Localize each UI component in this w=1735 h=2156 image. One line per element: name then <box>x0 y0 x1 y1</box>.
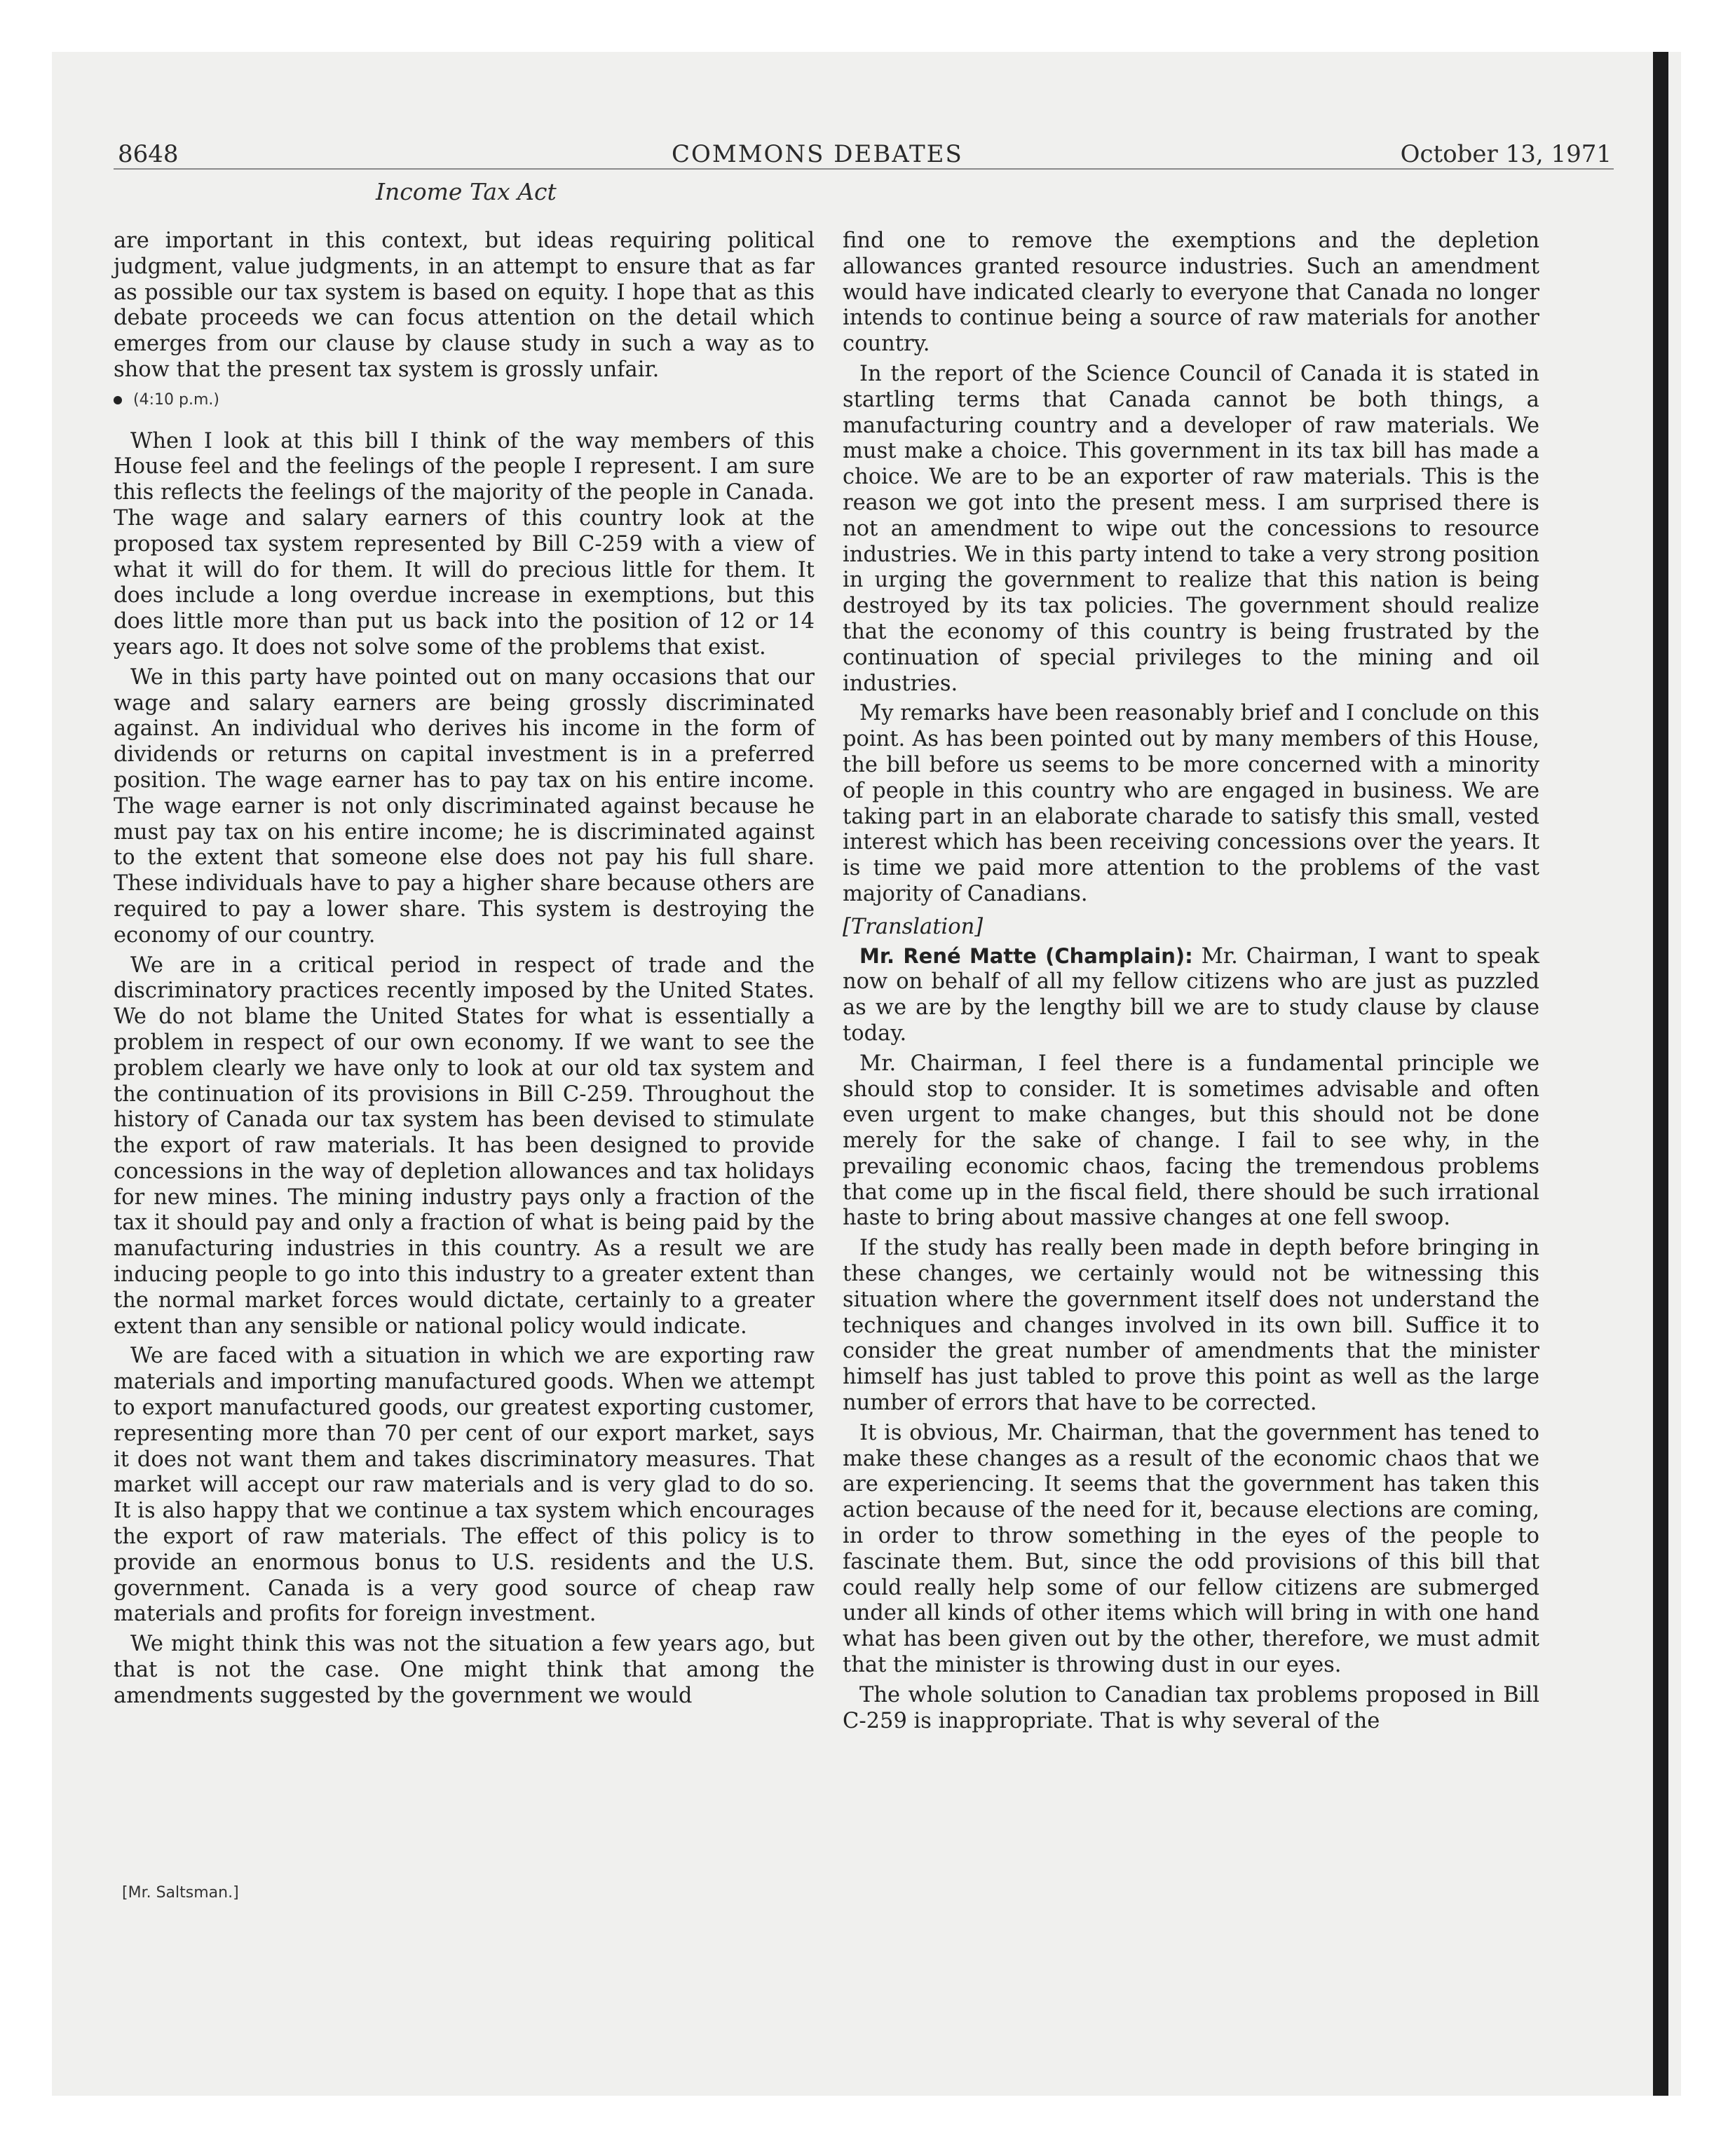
scan-edge-shadow <box>1653 52 1668 2096</box>
paragraph: The whole solution to Canadian tax problems proposed in Bill C-259 is inappropriate. That is why several of the <box>843 1682 1539 1733</box>
publication-date: October 13, 1971 <box>1400 140 1612 168</box>
paragraph: We in this party have pointed out on many occasions that our wage and salary earners are being grossly discriminated against. An individual who derives his income in the form of dividends or returns on capital investment is in a preferred position. The wage earner has to pay tax on his entire income. The wage earner is not only discriminated against because he must pay tax on his entire income; he is discriminated against to the extent that someone else does not pay his full share. These individuals have to pay a higher share because others are required to pay a lower share. This system is destroying the economy of our country. <box>114 664 815 948</box>
time-marker <box>114 388 815 414</box>
paragraph: We are faced with a situation in which we are exporting raw materials and importing manufactured goods. When we attempt to export manufactured goods, our greatest exporting customer, representing more than 70 per cent of our export market, says it does not want them and takes discriminatory measures. That market will accept our raw materials and is very glad to do so. It is also happy that we continue a tax system which encourages the export of raw materials. The effect of this policy is to provide an enormous bonus to U.S. residents and the U.S. government. Canada is a very good source of cheap raw materials and profits for foreign investment. <box>114 1344 815 1627</box>
publication-title: COMMONS DEBATES <box>672 140 963 168</box>
page-number: 8648 <box>118 140 179 168</box>
paragraph: We might think this was not the situation a few years ago, but that is not the case. One might think that among the amendments suggested by the government we would <box>114 1632 815 1708</box>
bullet-icon <box>114 396 122 404</box>
paragraph: When I look at this bill I think of the way members of this House feel and the feelings of the people I represent. I am sure this reflects the feelings of the majority of the people in Canada. The wage and salary earners of this country look at the proposed tax system represented by Bill C-259 with a view of what it will do for them. It will do precious little for them. It does include a long overdue increase in exemptions, but this does little more than put us back into the position of 12 or 14 years ago. It does not solve some of the problems that exist. <box>114 428 815 660</box>
speaker-name: Mr. René Matte (Champlain): <box>859 943 1193 968</box>
paragraph: It is obvious, Mr. Chairman, that the government has tened to make these changes as a result of the economic chaos that we are experiencing. It seems that the government has taken this action because of the need for it, because elections are coming, in order to throw something in the eyes of the people to fascinate them. But, since the odd provisions of this bill that could really help some of our fellow citizens are submerged under all kinds of other items which will bring in with one hand what has been given out by the other, therefore, we must admit that the minister is throwing dust in our eyes. <box>843 1420 1539 1678</box>
paragraph: We are in a critical period in respect of trade and the discriminatory practices recently imposed by the United States. We do not blame the United States for what is essentially a problem in respect of our own economy. If we want to see the problem clearly we have only to look at our old tax system and the continuation of its provisions in Bill C-259. Throughout the history of Canada our tax system has been devised to stimulate the export of raw materials. It has been designed to provide concessions in the way of depletion allowances and tax holidays for new mines. The mining industry pays only a fraction of the tax it should pay and only a fraction of what is being paid by the manufacturing industries in this country. As a result we are inducing people to go into this industry to a greater extent than the normal market forces would dictate, certainly to a greater extent than any sensible or national policy would indicate. <box>114 953 815 1339</box>
left-column <box>114 228 815 1714</box>
paragraph: In the report of the Science Council of Canada it is stated in startling terms that Canada cannot be both things, a manufacturing country and a developer of raw materials. We must make a choice. This government in its tax bill has made a choice. We are to be an exporter of raw materials. This is the reason we got into the present mess. I am surprised there is not an amendment to wipe out the concessions to resource industries. We in this party intend to take a very strong position in urging the government to realize that this nation is being destroyed by its tax policies. The government should realize that the economy of this country is being frustrated by the continuation of special privileges to the mining and oil industries. <box>843 361 1539 696</box>
header-rule <box>114 168 1614 170</box>
paragraph: find one to remove the exemptions and the depletion allowances granted resource industries. Such an amendment would have indicated clearly to everyone that Canada no longer intends to continue being a source of raw materials for another country. <box>843 228 1539 357</box>
paragraph: If the study has really been made in depth before bringing in these changes, we certainly would not be witnessing this situation where the government itself does not understand the techniques and changes involved in its own bill. Suffice it to consider the great number of amendments that the minister himself has just tabled to prove this point as well as the large number of errors that have to be corrected. <box>843 1236 1539 1416</box>
section-subheading: Income Tax Act <box>376 178 557 205</box>
page-footer: [Mr. Saltsman.] <box>122 1884 239 1902</box>
speaker-paragraph <box>843 943 1539 1047</box>
translation-label: [Translation] <box>843 914 984 939</box>
speaker-text: Mr. Chairman, I want to speak now on behalf of all my fellow citizens who are just as puzzled as we are by the lengthy bill we are to study clause by clause today. <box>843 943 1539 1046</box>
time-marker-text: (4:10 p.m.) <box>133 390 219 409</box>
paragraph: My remarks have been reasonably brief and I conclude on this point. As has been pointed out by many members of this House, the bill before us seems to be more concerned with a minority of people in this country who are engaged in business. We are taking part in an elaborate charade to satisfy this small, vested interest which has been receiving concessions over the years. It is time we paid more attention to the problems of the vast majority of Canadians. <box>843 701 1539 906</box>
paragraph: are important in this context, but ideas requiring political judgment, value judgments, in an attempt to ensure that as far as possible our tax system is based on equity. I hope that as this debate proceeds we can focus attention on the detail which emerges from our clause by clause study in such a way as to show that the present tax system is grossly unfair. <box>114 228 815 382</box>
right-column <box>843 228 1539 1738</box>
paragraph: Mr. Chairman, I feel there is a fundamental principle we should stop to consider. It is sometimes advisable and often even urgent to make changes, but this should not be done merely for the sake of change. I fail to see why, in the prevailing economic chaos, facing the tremendous problems that come up in the fiscal field, there should be such irrational haste to bring about massive changes at one fell swoop. <box>843 1051 1539 1231</box>
